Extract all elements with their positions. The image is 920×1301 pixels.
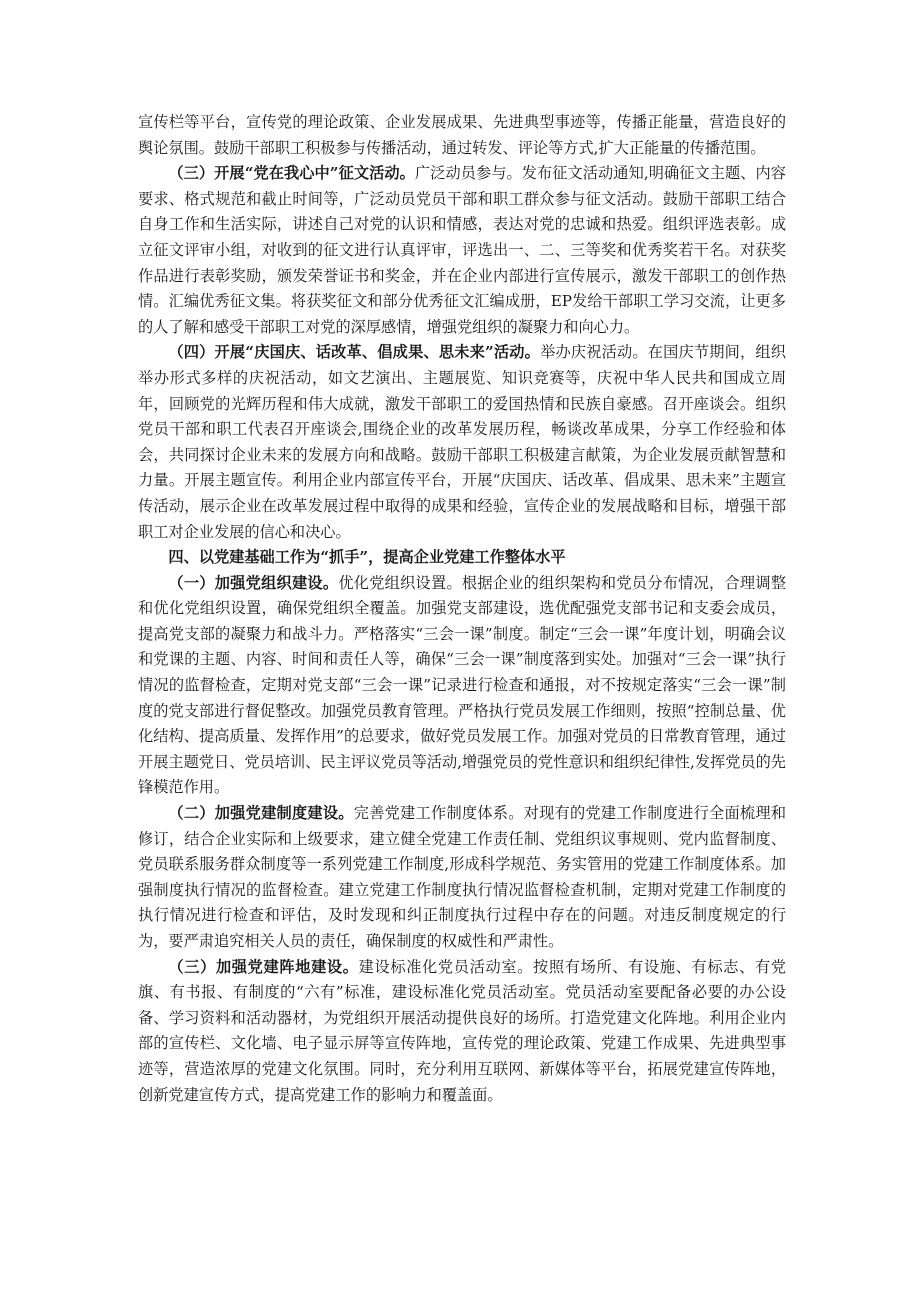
- paragraph-text: 优化党组织设置。根据企业的组织架构和党员分布情况，合理调整和优化党组织设置，确保党组织全覆盖。加强党支部建设，选优配强党支部书记和支委会成员，提高党支部的凝聚力和战斗力。严格落实“三会一课”制度。制定“三会一课”年度计划，明确会议和党课的主题、内容、时间和责任人等，确保“三会一课”制度落到实处。加强对“三会一课”执行情况的监督检查，定期对党支部“三会一课”记录进行检查和通报，对不按规定落实“三会一课”制度的党支部进行督促整改。加强党员教育管理。严格执行党员发展工作细则，按照“控制总量、优化结构、提高质量、发挥作用”的总要求，做好党员发展工作。加强对党员的日常教育管理，通过开展主题党日、党员培训、民主评议党员等活动,增强党员的党性意识和组织纪律性,发挥党员的先锋模范作用。: [138, 573, 787, 797]
- paragraph-lead: （三）开展“党在我心中”征文活动。: [168, 164, 415, 183]
- paragraph-lead: （三）加强党建阵地建设。: [168, 957, 359, 976]
- paragraph-national-day-activity: [138, 340, 786, 545]
- section-heading: 四、以党建基础工作为“抓手”，提高企业党建工作整体水平: [168, 548, 566, 567]
- paragraph-position-building: [138, 955, 786, 1109]
- paragraph-text: 建设标准化党员活动室。按照有场所、有设施、有标志、有党旗、有书报、有制度的“六有”标准，建设标准化党员活动室。党员活动室要配备必要的办公设备、学习资料和活动器材，为党组织开展活动提供良好的场所。打造党建文化阵地。利用企业内部的宣传栏、文化墙、电子显示屏等宣传阵地，宣传党的理论政策、党建工作成果、先进典型事迹等，营造浓厚的党建文化氛围。同时，充分利用互联网、新媒体等平台，拓展党建宣传阵地，创新党建宣传方式，提高党建工作的影响力和覆盖面。: [138, 957, 787, 1104]
- paragraph-organization-building: [138, 571, 786, 801]
- document-page: [138, 110, 786, 1108]
- paragraph-essay-activity: [138, 161, 786, 340]
- paragraph-lead: （一）加强党组织建设。: [168, 573, 339, 592]
- paragraph-text: 宣传栏等平台，宣传党的理论政策、企业发展成果、先进典型事迹等，传播正能量，营造良好的舆论氛围。鼓励干部职工积极参与传播活动，通过转发、评论等方式,扩大正能量的传播范围。: [138, 113, 786, 157]
- paragraph-lead: （二）加强党建制度建设。: [168, 804, 354, 823]
- paragraph-lead: （四）开展“庆国庆、话改革、倡成果、思未来”活动。: [168, 343, 541, 362]
- paragraph-text: 完善党建工作制度体系。对现有的党建工作制度进行全面梳理和修订，结合企业实际和上级要求，建立健全党建工作责任制、党组织议事规则、党内监督制度、党员联系服务群众制度等一系列党建工作制度,形成科学规范、务实管用的党建工作制度体系。加强制度执行情况的监督检查。建立党建工作制度执行情况监督检查机制，定期对党建工作制度的执行情况进行检查和评估，及时发现和纠正制度执行过程中存在的问题。对违反制度规定的行为，要严肃追究相关人员的责任，确保制度的权威性和严肃性。: [138, 804, 787, 950]
- paragraph-text: 举办庆祝活动。在国庆节期间，组织举办形式多样的庆祝活动，如文艺演出、主题展览、知识竞赛等，庆祝中华人民共和国成立周年，回顾党的光辉历程和伟大成就，激发干部职工的爱国热情和民族自豪感。召开座谈会。组织党员干部和职工代表召开座谈会,围绕企业的改革发展历程，畅谈改革成果，分享工作经验和体会，共同探讨企业未来的发展方向和战略。鼓励干部职工积极建言献策，为企业发展贡献智慧和力量。开展主题宣传。利用企业内部宣传平台，开展“庆国庆、话改革、倡成果、思未来”主题宣传活动，展示企业在改革发展过程中取得的成果和经验，宣传企业的发展战略和目标，增强干部职工对企业发展的信心和决心。: [138, 343, 786, 541]
- paragraph-continuation: [138, 110, 786, 161]
- paragraph-text: 广泛动员参与。发布征文活动通知,明确征文主题、内容要求、格式规范和截止时间等，广泛动员党员干部和职工群众参与征文活动。鼓励干部职工结合自身工作和生活实际，讲述自己对党的认识和情感，表达对党的忠诚和热爱。组织评选表彰。成立征文评审小组，对收到的征文进行认真评审，评选出一、二、三等奖和优秀奖若干名。对获奖作品进行表彰奖励，颁发荣誉证书和奖金，并在企业内部进行宣传展示，激发干部职工的创作热情。汇编优秀征文集。将获奖征文和部分优秀征文汇编成册，EP发给干部职工学习交流，让更多的人了解和感受干部职工对党的深厚感情，增强党组织的凝聚力和向心力。: [138, 164, 786, 336]
- paragraph-system-building: [138, 801, 786, 955]
